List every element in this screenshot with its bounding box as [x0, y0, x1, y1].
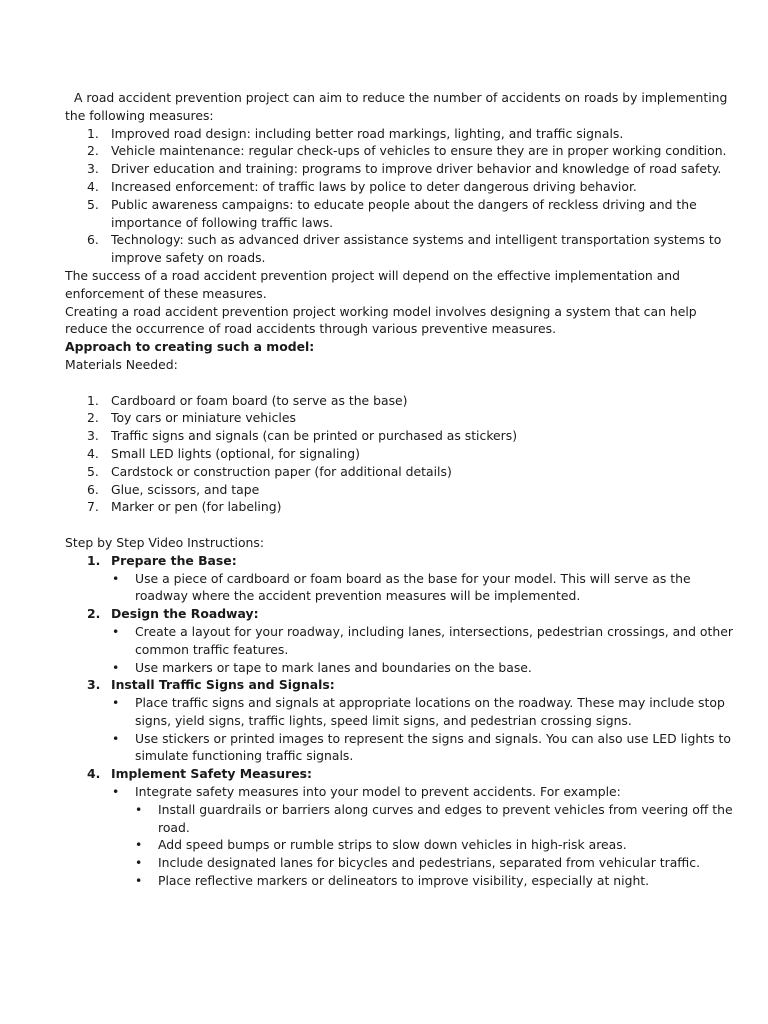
measure-number: 6. — [87, 232, 99, 248]
creating-paragraph: Creating a road accident prevention project working model involves designing a system that can help reduce the occurrence of road accidents through various preventive measures. — [65, 303, 697, 337]
measure-item — [65, 160, 737, 178]
step-sub-bullet: • Place reflective markers or delineators to improve visibility, especially at night. — [65, 872, 737, 890]
material-number: 7. — [87, 499, 99, 515]
intro-paragraph: A road accident prevention project can aim to reduce the number of accidents on roads by implementing the following measures: — [65, 90, 728, 123]
material-number: 3. — [87, 428, 99, 444]
step-bullet: • Integrate safety measures into your model to prevent accidents. For example: — [65, 783, 737, 801]
measure-number: 2. — [87, 143, 99, 159]
material-item — [65, 481, 737, 499]
step-title-text: Install Traffic Signs and Signals: — [111, 677, 335, 693]
material-number: 1. — [87, 392, 99, 408]
step-bullet: • Use stickers or printed images to represent the signs and signals. You can also use LED lights to simulate functioning traffic signals. — [65, 730, 737, 766]
measure-item — [65, 142, 737, 160]
material-item — [65, 463, 737, 481]
measure-item — [65, 231, 737, 267]
step-sub-bullet: • Add speed bumps or rumble strips to slow down vehicles in high-risk areas. — [65, 836, 737, 854]
success-paragraph: The success of a road accident prevention project will depend on the effective implementation and enforcement of these measures. — [65, 267, 681, 301]
material-item — [65, 498, 737, 516]
material-item — [65, 427, 737, 445]
measure-number: 3. — [87, 161, 99, 177]
measure-number: 1. — [87, 125, 99, 141]
step-title — [65, 676, 737, 694]
document-page — [65, 89, 737, 890]
step-sub-bullet: • Install guardrails or barriers along curves and edges to prevent vehicles from veering off the road. — [65, 801, 737, 837]
measure-number: 4. — [87, 178, 99, 194]
step-bullet: • Create a layout for your roadway, including lanes, intersections, pedestrian crossings, and other common traffic features. — [65, 623, 737, 659]
material-number: 4. — [87, 445, 99, 461]
measure-text: Increased enforcement: of traffic laws by police to deter dangerous driving behavior. — [111, 178, 637, 194]
step-sub-bullet: • Include designated lanes for bicycles and pedestrians, separated from vehicular traffic. — [65, 854, 737, 872]
material-text: Cardstock or construction paper (for additional details) — [111, 463, 452, 479]
measure-item — [65, 178, 737, 196]
material-number: 5. — [87, 463, 99, 479]
material-item — [65, 392, 737, 410]
material-number: 6. — [87, 481, 99, 497]
material-item — [65, 445, 737, 463]
measure-text: Vehicle maintenance: regular check-ups of vehicles to ensure they are in proper working condition. — [111, 143, 727, 159]
material-item — [65, 409, 737, 427]
step-title — [65, 605, 737, 623]
measure-text: Driver education and training: programs to improve driver behavior and knowledge of road safety. — [111, 161, 722, 177]
steps-list — [65, 552, 737, 890]
material-text: Traffic signs and signals (can be printed or purchased as stickers) — [111, 428, 518, 444]
step-title-text: Design the Roadway: — [111, 606, 259, 622]
step-number: 4. — [87, 766, 101, 782]
measure-number: 5. — [87, 196, 99, 212]
material-text: Marker or pen (for labeling) — [111, 499, 282, 515]
material-text: Cardboard or foam board (to serve as the base) — [111, 392, 408, 408]
material-number: 2. — [87, 410, 99, 426]
materials-list — [65, 392, 737, 517]
material-text: Small LED lights (optional, for signaling) — [111, 445, 360, 461]
measure-text: Improved road design: including better road markings, lighting, and traffic signals. — [111, 125, 624, 141]
material-text: Toy cars or miniature vehicles — [111, 410, 296, 426]
steps-label: Step by Step Video Instructions: — [65, 534, 265, 550]
measure-item — [65, 125, 737, 143]
step-bullet: • Use a piece of cardboard or foam board as the base for your model. This will serve as the roadway where the accident prevention measures will be implemented. — [65, 570, 737, 606]
step-title-text: Prepare the Base: — [111, 552, 237, 568]
step-number: 3. — [87, 677, 101, 693]
step-title-text: Implement Safety Measures: — [111, 766, 312, 782]
measure-text: Public awareness campaigns: to educate people about the dangers of reckless driving and the importance of following traffic laws. — [111, 196, 697, 230]
measures-list — [65, 125, 737, 267]
step-title — [65, 552, 737, 570]
step-number: 1. — [87, 552, 101, 568]
approach-heading: Approach to creating such a model: — [65, 339, 315, 355]
step-bullet: • Use markers or tape to mark lanes and boundaries on the base. — [65, 659, 737, 677]
step-number: 2. — [87, 606, 101, 622]
spacer — [65, 374, 737, 392]
measure-item — [65, 196, 737, 232]
spacer — [65, 516, 737, 534]
step-bullet: • Place traffic signs and signals at appropriate locations on the roadway. These may include stop signs, yield signs, traffic lights, speed limit signs, and pedestrian crossing signs. — [65, 694, 737, 730]
measure-text: Technology: such as advanced driver assistance systems and intelligent transportation systems to improve safety on roads. — [111, 232, 722, 266]
material-text: Glue, scissors, and tape — [111, 481, 260, 497]
step-title — [65, 765, 737, 783]
materials-label: Materials Needed: — [65, 356, 178, 372]
